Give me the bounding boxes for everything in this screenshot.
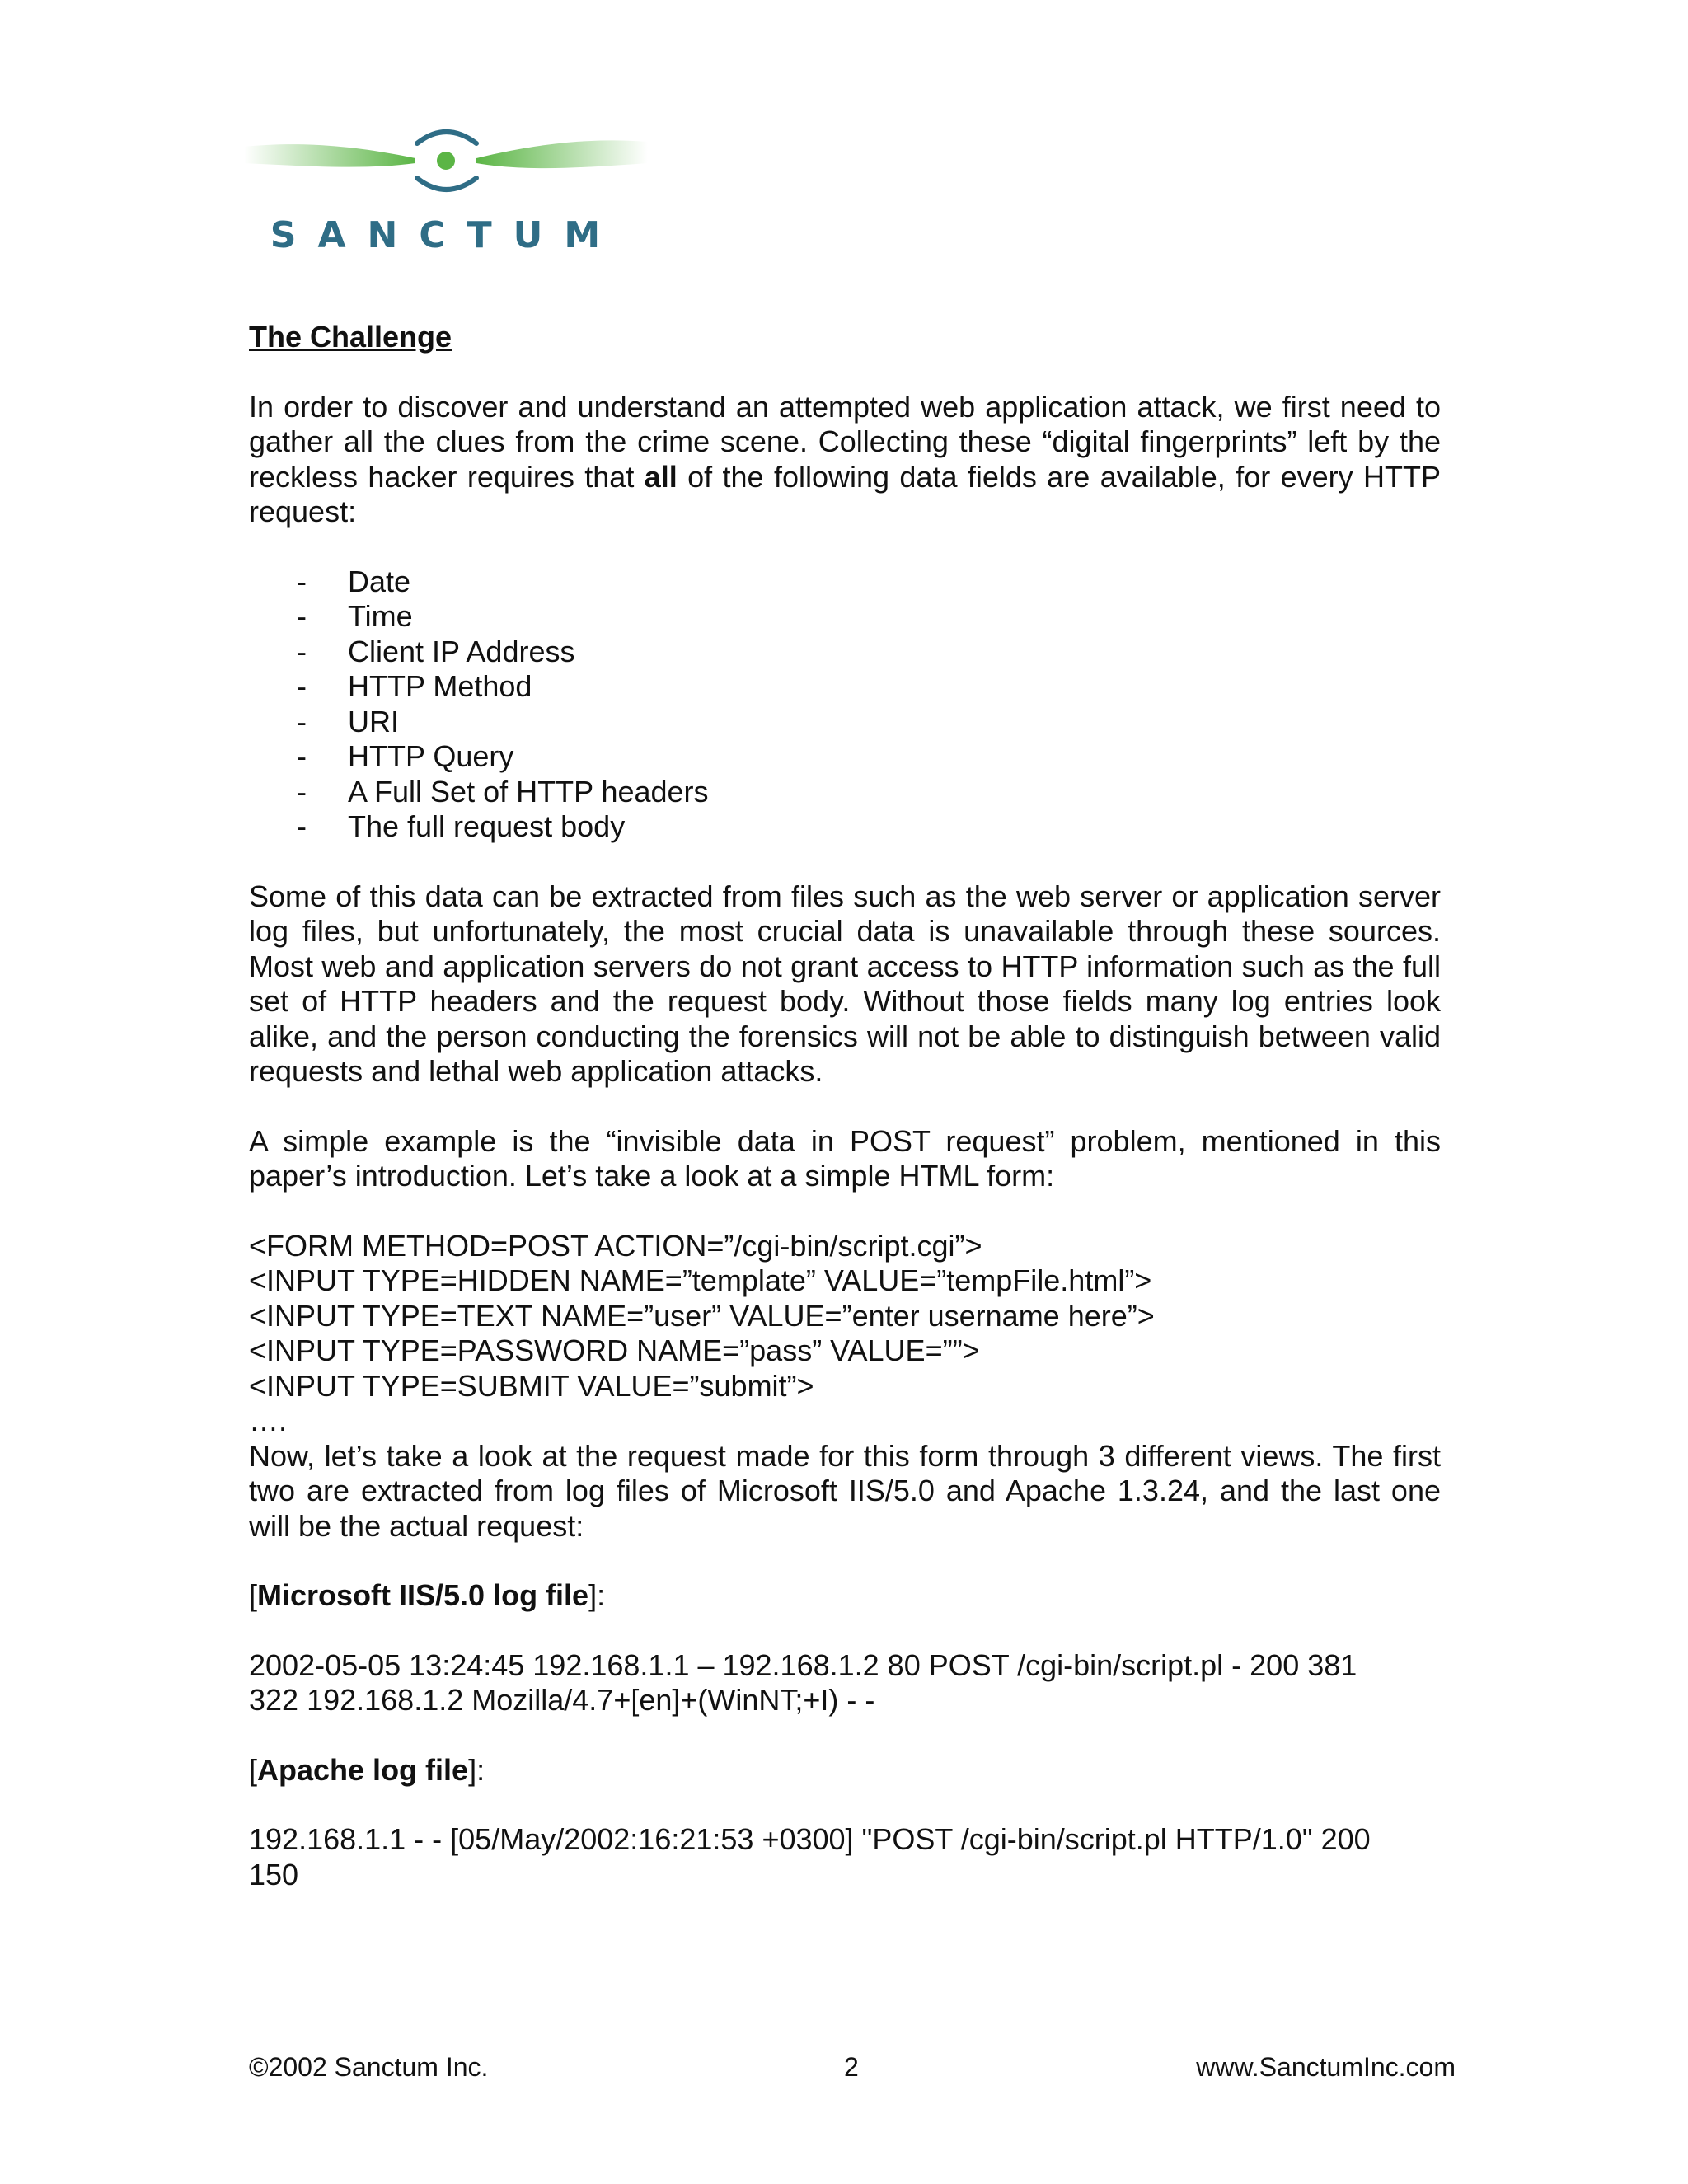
list-dash: - [297, 739, 307, 773]
list-item [249, 599, 1441, 635]
list-item-text: The full request body [348, 809, 626, 843]
bracket-open: [ [249, 1578, 258, 1612]
code-line: <INPUT TYPE=HIDDEN NAME=”template” VALUE=”tempFile.html”> [249, 1263, 1152, 1297]
list-dash: - [297, 634, 307, 668]
list-item [249, 809, 1441, 845]
log-files-paragraph: Some of this data can be extracted from files such as the web server or application server log files, but unfortunately, the most crucial data is unavailable through these sources. Most web and application servers do not grant access to HTTP information such as the full set of HTTP headers and the request body. Without those fields many log entries look alike, and the person conducting the forensics will not be able to distinguish between valid requests and lethal web application attacks. [249, 879, 1441, 1088]
iis-log-label [249, 1578, 1441, 1614]
website-url: www.SanctumInc.com [1196, 2052, 1456, 2082]
code-line: <FORM METHOD=POST ACTION=”/cgi-bin/script.cgi”> [249, 1228, 982, 1263]
intro-paragraph [249, 390, 1441, 530]
bracket-open: [ [249, 1752, 258, 1787]
list-item-text: Time [348, 599, 413, 633]
list-item [249, 739, 1441, 775]
iis-label-bold: Microsoft IIS/5.0 log file [257, 1578, 589, 1612]
post-example-paragraph: A simple example is the “invisible data in POST request” problem, mentioned in this paper’s introduction. Let’s take a look at a simple HTML form: [249, 1123, 1441, 1193]
list-item [249, 669, 1441, 705]
apache-label-bold: Apache log file [257, 1752, 469, 1787]
log-line: 322 192.168.1.2 Mozilla/4.7+[en]+(WinNT;+I) - - [249, 1683, 875, 1717]
sanctum-logo [244, 115, 648, 264]
list-dash: - [297, 774, 307, 808]
code-line: <INPUT TYPE=SUBMIT VALUE=”submit”> [249, 1368, 814, 1403]
list-item-text: Date [348, 564, 411, 598]
list-dash: - [297, 809, 307, 843]
list-item-text: URI [348, 704, 399, 738]
iis-log-entry [249, 1648, 1441, 1718]
fields-list [249, 565, 1441, 845]
list-item-text: HTTP Query [348, 739, 514, 773]
apache-log-label [249, 1753, 1441, 1788]
list-dash: - [297, 599, 307, 633]
list-item [249, 705, 1441, 740]
bracket-close: ]: [588, 1578, 606, 1612]
log-line: 150 [249, 1857, 299, 1891]
logo-wordmark: SANCTUM [270, 214, 622, 256]
main-content [249, 320, 1441, 1927]
list-dash: - [297, 704, 307, 738]
code-line: <INPUT TYPE=PASSWORD NAME=”pass” VALUE=””> [249, 1333, 980, 1367]
list-item-text: Client IP Address [348, 634, 575, 668]
list-item [249, 635, 1441, 670]
bracket-close: ]: [468, 1752, 485, 1787]
copyright-text: ©2002 Sanctum Inc. [249, 2052, 489, 2082]
section-heading: The Challenge [249, 320, 452, 354]
list-dash: - [297, 564, 307, 598]
log-line: 2002-05-05 13:24:45 192.168.1.1 – 192.168.1.2 80 POST /cgi-bin/script.pl - 200 381 [249, 1647, 1357, 1682]
eye-logo-icon [244, 115, 648, 264]
html-form-code [249, 1229, 1441, 1439]
list-item-text: A Full Set of HTTP headers [348, 774, 709, 808]
intro-text-start: In order to discover and understand an attempted web application attack, we first need to gather all the clues from the crime scene. Collecting these “digital fingerprints” left by the reckless hacker requires that [249, 389, 1441, 494]
intro-bold-word: all [644, 459, 678, 494]
list-item [249, 565, 1441, 600]
code-line: …. [249, 1404, 288, 1437]
list-item-text: HTTP Method [348, 669, 532, 703]
log-line: 192.168.1.1 - - [05/May/2002:16:21:53 +0300] "POST /cgi-bin/script.pl HTTP/1.0" 200 [249, 1822, 1371, 1856]
intro-text-end: of the following data fields are available, for every HTTP request: [249, 459, 1441, 528]
views-paragraph: Now, let’s take a look at the request made for this form through 3 different views. The first two are extracted from log files of Microsoft IIS/5.0 and Apache 1.3.24, and the last one will be the actual request: [249, 1438, 1441, 1543]
list-item [249, 775, 1441, 810]
apache-log-entry [249, 1822, 1441, 1892]
list-dash: - [297, 669, 307, 703]
code-line: <INPUT TYPE=TEXT NAME=”user” VALUE=”enter username here”> [249, 1298, 1155, 1333]
page-number: 2 [844, 2052, 859, 2082]
